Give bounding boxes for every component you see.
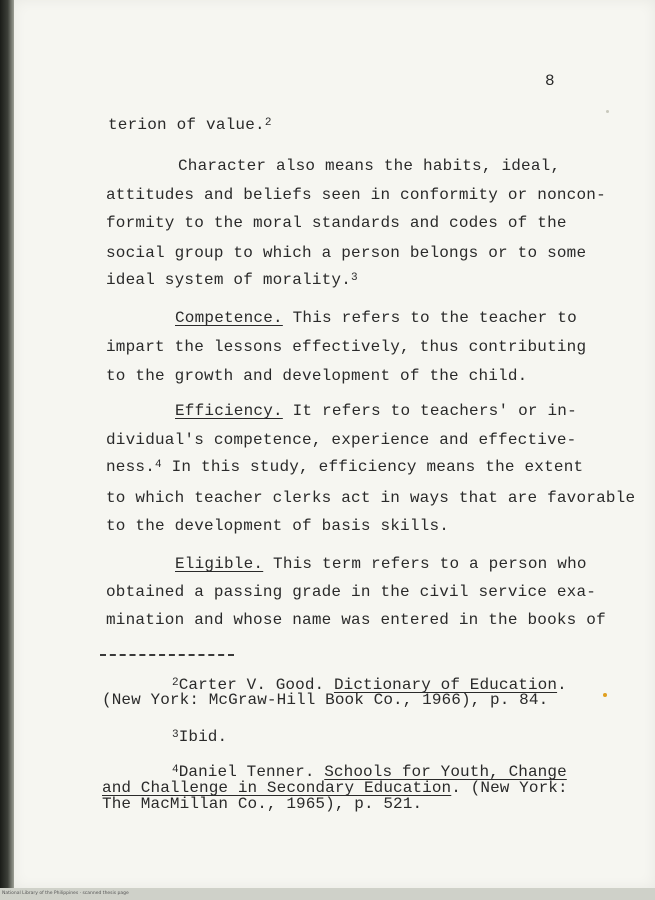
page-number: 8	[545, 72, 555, 90]
body-text: This refers to the teacher to	[282, 309, 577, 327]
body-line-6	[106, 271, 358, 289]
body-line-7	[175, 309, 577, 327]
footnote-ref-3: 3	[351, 272, 358, 284]
body-text: ness.	[106, 458, 156, 476]
footnote-number: 2	[172, 677, 179, 689]
footnote-text: Ibid.	[178, 728, 228, 746]
footnote-separator	[100, 654, 234, 656]
body-line-15	[175, 555, 587, 573]
term-competence: Competence.	[175, 309, 283, 327]
body-text: This term refers to a person who	[263, 555, 587, 573]
body-line-16: obtained a passing grade in the civil service exa-	[106, 583, 597, 601]
body-line-14: to the development of basis skills.	[106, 517, 450, 535]
footnote-text: Daniel Tenner.	[178, 763, 325, 781]
body-text: ideal system of morality.	[106, 271, 352, 289]
footnote-ref-4: 4	[155, 459, 162, 471]
footnote-title: Dictionary of Education	[333, 676, 558, 694]
body-text: It refers to teachers' or in-	[282, 402, 577, 420]
body-line-8: impart the lessons effectively, thus contributing	[106, 338, 587, 356]
footnote-4-line-3: The MacMillan Co., 1965), p. 521.	[102, 795, 423, 813]
body-line-12	[106, 458, 583, 476]
footnote-text: Carter V. Good.	[178, 676, 334, 694]
scan-footer-text: National Library of the Philippines · scanned thesis page	[2, 891, 129, 896]
footnote-title: Schools for Youth, Change	[324, 763, 567, 781]
body-text: terion of value.	[108, 116, 265, 134]
footnote-3	[172, 728, 227, 746]
body-line-4: formity to the moral standards and codes of the	[106, 214, 567, 232]
body-line-5: social group to which a person belongs or to some	[106, 244, 587, 262]
footnote-text: . (New York:	[451, 779, 568, 797]
footnote-number: 3	[172, 729, 179, 741]
body-line-11: dividual's competence, experience and effective-	[106, 431, 577, 449]
scan-footer-strip	[0, 888, 655, 900]
footnote-2-line-2: (New York: McGraw-Hill Book Co., 1966), p. 84.	[102, 691, 549, 709]
term-efficiency: Efficiency.	[175, 402, 283, 420]
footnote-number: 4	[172, 764, 179, 776]
paper-speck	[606, 110, 609, 113]
body-line-13: to which teacher clerks act in ways that are favorable	[106, 489, 636, 507]
body-line-9: to the growth and development of the child.	[106, 367, 528, 385]
body-line-10	[175, 402, 577, 420]
body-text: In this study, efficiency means the extent	[161, 458, 584, 476]
footnote-ref-2: 2	[264, 117, 272, 129]
body-line-1	[108, 116, 272, 134]
term-eligible: Eligible.	[175, 555, 264, 573]
paper-speck	[603, 693, 607, 697]
body-line-17: mination and whose name was entered in the books of	[106, 611, 606, 629]
footnote-text: .	[557, 676, 567, 694]
body-line-3: attitudes and beliefs seen in conformity or noncon-	[106, 186, 606, 204]
body-line-2: Character also means the habits, ideal,	[178, 157, 561, 175]
footnote-title: and Challenge in Secondary Education	[102, 779, 452, 797]
book-spine	[0, 0, 14, 900]
